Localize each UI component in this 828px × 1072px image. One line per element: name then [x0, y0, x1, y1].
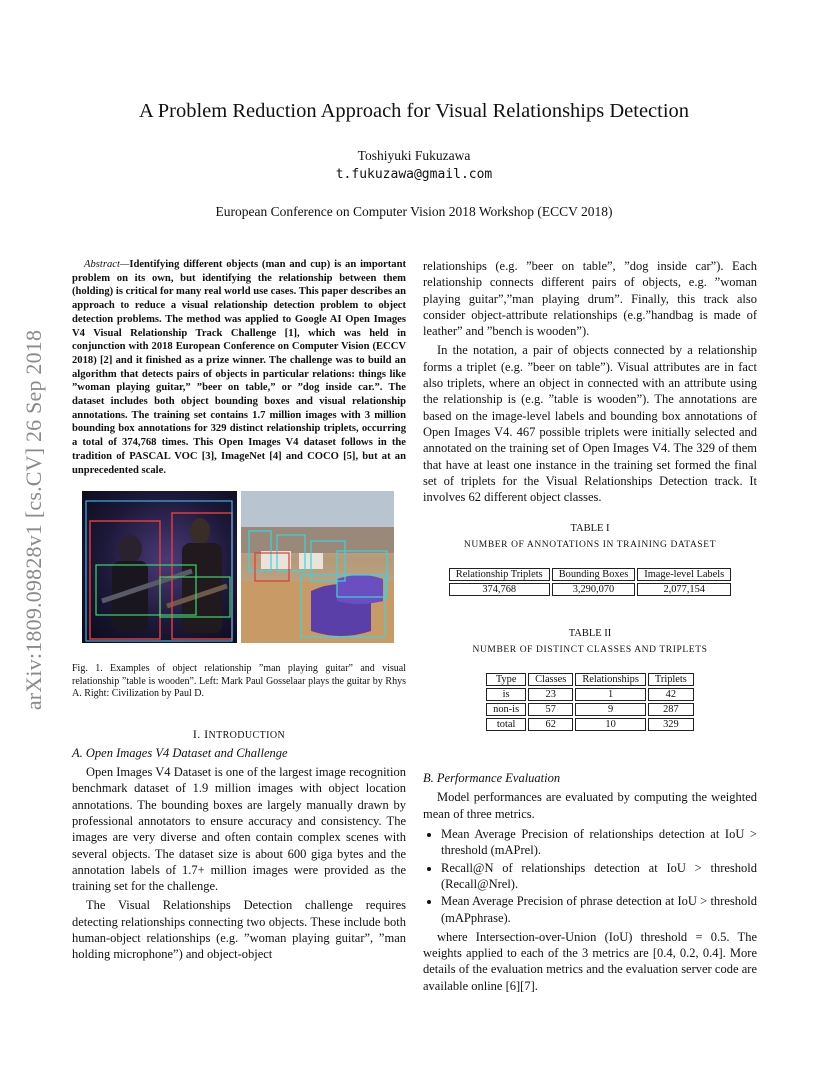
arxiv-margin-stamp [14, 280, 54, 760]
metrics-list [423, 826, 757, 926]
table-cell: is [486, 688, 526, 701]
table-cell: 329 [648, 718, 694, 731]
table-2-name: NUMBER OF DISTINCT CLASSES AND TRIPLETS [472, 645, 708, 656]
performance-closing: where Intersection-over-Union (IoU) threshold = 0.5. The weights applied to each of the 3 metrics are [0.4, 0.2, 0.4]. More details of the evaluation metrics and the evaluation server code are available online [6][7]. [423, 929, 757, 993]
table-row [449, 583, 731, 596]
table-2-caption [423, 628, 757, 655]
list-item: • Recall@N of relationships detection at IoU > threshold (Recall@Nrel). [441, 860, 757, 893]
table-cell: 2,077,154 [637, 583, 731, 596]
table-2-header: Classes [528, 673, 573, 686]
table-cell: 42 [648, 688, 694, 701]
figure-1-caption: Fig. 1. Examples of object relationship ”man playing guitar” and visual relationship ”table is wooden”. Left: Mark Paul Gosselaar plays the guitar by Rhys A. Right: Civilization by Paul D. [72, 663, 406, 700]
paper-title: A Problem Reduction Approach for Visual Relationships Detection [138, 100, 690, 122]
list-item: • Mean Average Precision of relationships detection at IoU > threshold (mAPrel). [441, 826, 757, 859]
guitar-photo [82, 491, 237, 643]
table-1-header: Image-level Labels [637, 568, 731, 581]
table-cell: 287 [648, 703, 694, 716]
table-cell: 62 [528, 718, 573, 731]
table-2-header: Triplets [648, 673, 694, 686]
subsection-a-heading: A. Open Images V4 Dataset and Challenge [72, 746, 288, 761]
performance-intro: Model performances are evaluated by computing the weighted mean of three metrics. [423, 790, 757, 821]
table-cell: 1 [575, 688, 646, 701]
right-paragraph-2: In the notation, a pair of objects connected by a relationship forms a triplet (e.g. ”beer on table”). Visual attributes are in fact also triplets, where an object in connected with an attribute using the relationship is (e.g. ”table is wooden”). The annotations are based on the image-level labels and bounding box annotations of Open Images V4. 467 possible triplets were initially selected and annotated on the training set of Open Images V4. The 329 of them that have at least one instance in the training set formed the final set of triplets for the Visual Relationships Detection track. It involves 62 different object classes. [423, 343, 757, 505]
table-row [486, 688, 694, 701]
table-2-header: Relationships [575, 673, 646, 686]
intro-paragraph-1: Open Images V4 Dataset is one of the largest image recognition benchmark dataset of 1.9 million images with object location annotations. The bounding boxes are largely manually drawn by professional annotators to ensure accuracy and consistency. The images are very diverse and often contain complex scenes with several objects. The dataset size is about 600 giga bytes and the annotation labels of 1.7+ million images were provided as the training set for the challenge. [72, 765, 406, 894]
figure-1 [72, 491, 406, 643]
table-1-name: NUMBER OF ANNOTATIONS IN TRAINING DATASET [463, 540, 717, 551]
abstract-lead: Abstract— [84, 259, 130, 270]
table-cell: 3,290,070 [552, 583, 636, 596]
table-row [486, 703, 694, 716]
table-1-number: TABLE I [570, 523, 610, 535]
table-1-caption [423, 523, 757, 550]
table-2-number: TABLE II [568, 628, 612, 640]
table-2-header-row [486, 673, 694, 686]
intro-paragraph-2: The Visual Relationships Detection challenge requires detecting relationships connecting two objects. These include both human-object relationships (e.g. ”woman playing guitar”, ”man holding microphone”) and object-object [72, 898, 406, 962]
conference-line: European Conference on Computer Vision 2018 Workshop (ECCV 2018) [215, 204, 613, 219]
table-1-header-row [449, 568, 731, 581]
table-cell: non-is [486, 703, 526, 716]
list-item: • Mean Average Precision of phrase detection at IoU > threshold (mAPphrase). [441, 893, 757, 926]
table-1-header: Bounding Boxes [552, 568, 636, 581]
subsection-b-heading: B. Performance Evaluation [423, 771, 561, 786]
table-2-header: Type [486, 673, 526, 686]
table-cell: total [486, 718, 526, 731]
table-cell: 374,768 [449, 583, 550, 596]
table-cell: 9 [575, 703, 646, 716]
table-cell: 23 [528, 688, 573, 701]
wooden-table-photo [241, 491, 394, 643]
abstract-text: Identifying different objects (man and cup) is an important problem on its own, but identifying the relationship between them (holding) is critical for many real world use cases. This paper describes an approach to reduce a visual relationship detection problem to object detection problems. The method was applied to Google AI Open Images V4 Visual Relationship Track Challenge [1], which was held in conjunction with 2018 European Conference on Computer Vision (ECCV 2018) [2] and it finished as a prize winner. The challenge was to build an algorithm that detects pairs of objects in particular relations: things like ”woman playing guitar,” ”beer on table,” or ”dog inside car.”. The dataset includes both object bounding boxes and visual relationship annotations. The training set contains 1.7 million images with 3 million bounding box annotations for 329 distinct relationship triplets, occurring a total of 374,768 times. This Open Images V4 dataset follows in the tradition of PASCAL VOC [3], ImageNet [4] and COCO [5], but at an unprecedented scale. [72, 259, 406, 476]
table-row [486, 718, 694, 731]
table-cell: 57 [528, 703, 573, 716]
table-1-header: Relationship Triplets [449, 568, 550, 581]
table-cell: 10 [575, 718, 646, 731]
abstract [72, 258, 406, 477]
right-column [423, 258, 757, 994]
right-paragraph-1: relationships (e.g. ”beer on table”, ”dog inside car”). Each relationship connects different pairs of objects, e.g. ”woman playing guitar”,”man playing drum”. Finally, this track also consider object-attribute relationships (e.g.”handbag is made of leather” and ”bench is wooden”). [423, 259, 757, 339]
table-2 [484, 671, 696, 733]
table-1 [447, 566, 733, 598]
author-email: t.fukuzawa@gmail.com [335, 167, 493, 182]
author-name: Toshiyuki Fukuzawa [357, 148, 471, 163]
arxiv-id: arXiv:1809.09828v1 [cs.CV] 26 Sep 2018 [21, 329, 46, 711]
section-heading-introduction: I. INTRODUCTION [192, 727, 286, 742]
left-column [72, 258, 406, 963]
